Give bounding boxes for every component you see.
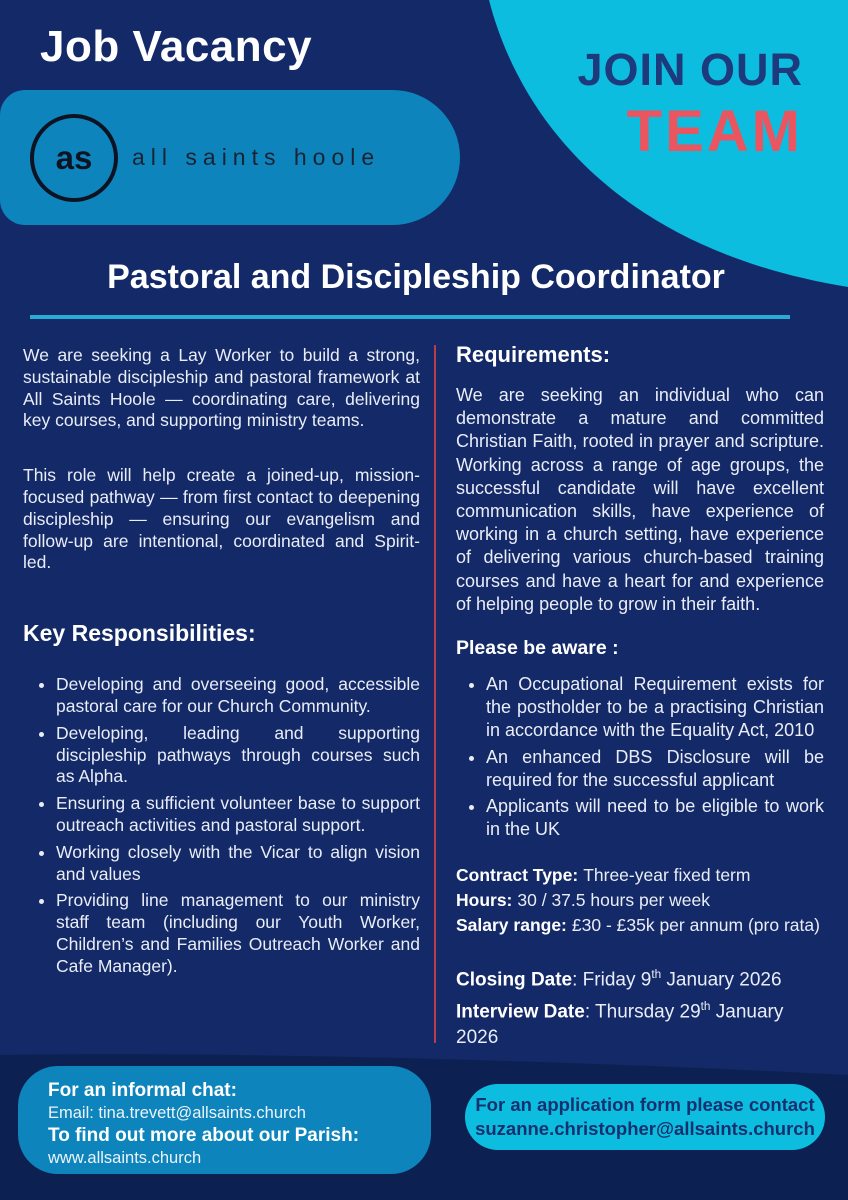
aware-item: • An Occupational Requirement exists for the postholder to be a practising Christian in accordance with the Equality Act, 2010 [486,673,824,743]
closing-date-value: : Friday 9 [572,969,652,991]
closing-date-ordinal: th [651,968,662,982]
team-text: TEAM [626,99,803,164]
informal-chat-heading: For an informal chat: [48,1080,237,1101]
contract-type-line [456,863,824,888]
please-be-aware-heading: Please be aware : [456,637,619,660]
responsibility-item: • Ensuring a sufficient volunteer base to support outreach activities and pastoral support. [56,793,420,837]
hours-label: Hours: [456,890,513,911]
join-our-text: JOIN OUR [577,44,803,95]
responsibility-item: • Providing line management to our ministry staff team (including our Youth Worker, Children’s and Families Outreach Worker and Cafe Manager). [56,890,420,977]
aware-item: • Applicants will need to be eligible to work in the UK [486,795,824,841]
application-contact-email: suzanne.christopher@allsaints.church [475,1118,815,1139]
logo-banner [0,90,460,225]
logo-monogram: as [55,138,93,176]
aware-item: • An enhanced DBS Disclosure will be required for the successful applicant [486,746,824,792]
aware-list [456,673,824,841]
left-column [23,341,420,1051]
key-responsibilities-heading: Key Responsibilities: [23,620,256,647]
salary-value: £30 - £35k per annum (pro rata) [571,915,820,936]
responsibilities-list [23,674,420,977]
requirements-heading: Requirements: [456,342,611,367]
informal-chat-email: Email: tina.trevett@allsaints.church [48,1104,306,1122]
intro-paragraph-1: We are seeking a Lay Worker to build a strong, sustainable discipleship and pastoral framework at All Saints Hoole — coordinating care, delivering key courses, and supporting ministry teams. [23,345,420,431]
hours-value: 30 / 37.5 hours per week [517,890,711,911]
contract-type-label: Contract Type: [456,865,579,886]
hours-line [456,888,824,913]
interview-date-value-rest: January 2026 [456,1001,784,1049]
parish-website: www.allsaints.church [48,1149,202,1167]
content-columns [23,341,825,1051]
logo-name: all saints hoole [132,144,381,170]
closing-date-label: Closing Date [456,969,573,991]
application-contact-line: For an application form please contact [475,1094,815,1115]
intro-paragraph-2: This role will help create a joined-up, mission-focused pathway — from first contact to deepening discipleship — ensuring our evangelism and follow-up are intentional, coordinated and Spirit-led. [23,465,420,573]
key-dates [456,962,824,1051]
salary-label: Salary range: [456,915,567,936]
application-contact-box [465,1084,825,1150]
role-title-underline [30,315,790,319]
column-divider-line [434,345,436,1043]
responsibility-item: • Developing and overseeing good, accessible pastoral care for our Church Community. [56,674,420,718]
contract-type-value: Three-year fixed term [583,865,751,886]
parish-info-heading: To find out more about our Parish: [48,1125,360,1146]
informal-chat-box [18,1066,431,1174]
closing-date-line [456,962,824,993]
interview-date-label: Interview Date [456,1001,585,1023]
page-title: Job Vacancy [40,22,313,71]
interview-date-value: : Thursday 29 [584,1001,701,1023]
as-monogram-icon [30,114,118,202]
join-our-team-text [577,44,803,165]
responsibility-item: • Developing, leading and supporting discipleship pathways through courses such as Alpha. [56,723,420,788]
contract-details [456,863,824,938]
role-title: Pastoral and Discipleship Coordinator [107,258,725,296]
closing-date-value-rest: January 2026 [661,969,782,991]
right-column [456,341,824,1051]
responsibility-item: • Working closely with the Vicar to align vision and values [56,842,420,886]
interview-date-line [456,994,824,1051]
salary-line [456,913,824,938]
interview-date-ordinal: th [700,999,711,1013]
requirements-paragraph: We are seeking an individual who can demonstrate a mature and committed Christian Faith, rooted in prayer and scripture. Working across a range of age groups, the successful candidate will have excellent communication skills, have experience of working in a church setting, have experience of delivering various church-based training courses and have a heart for and experience of helping people to grow in their faith. [456,385,824,614]
